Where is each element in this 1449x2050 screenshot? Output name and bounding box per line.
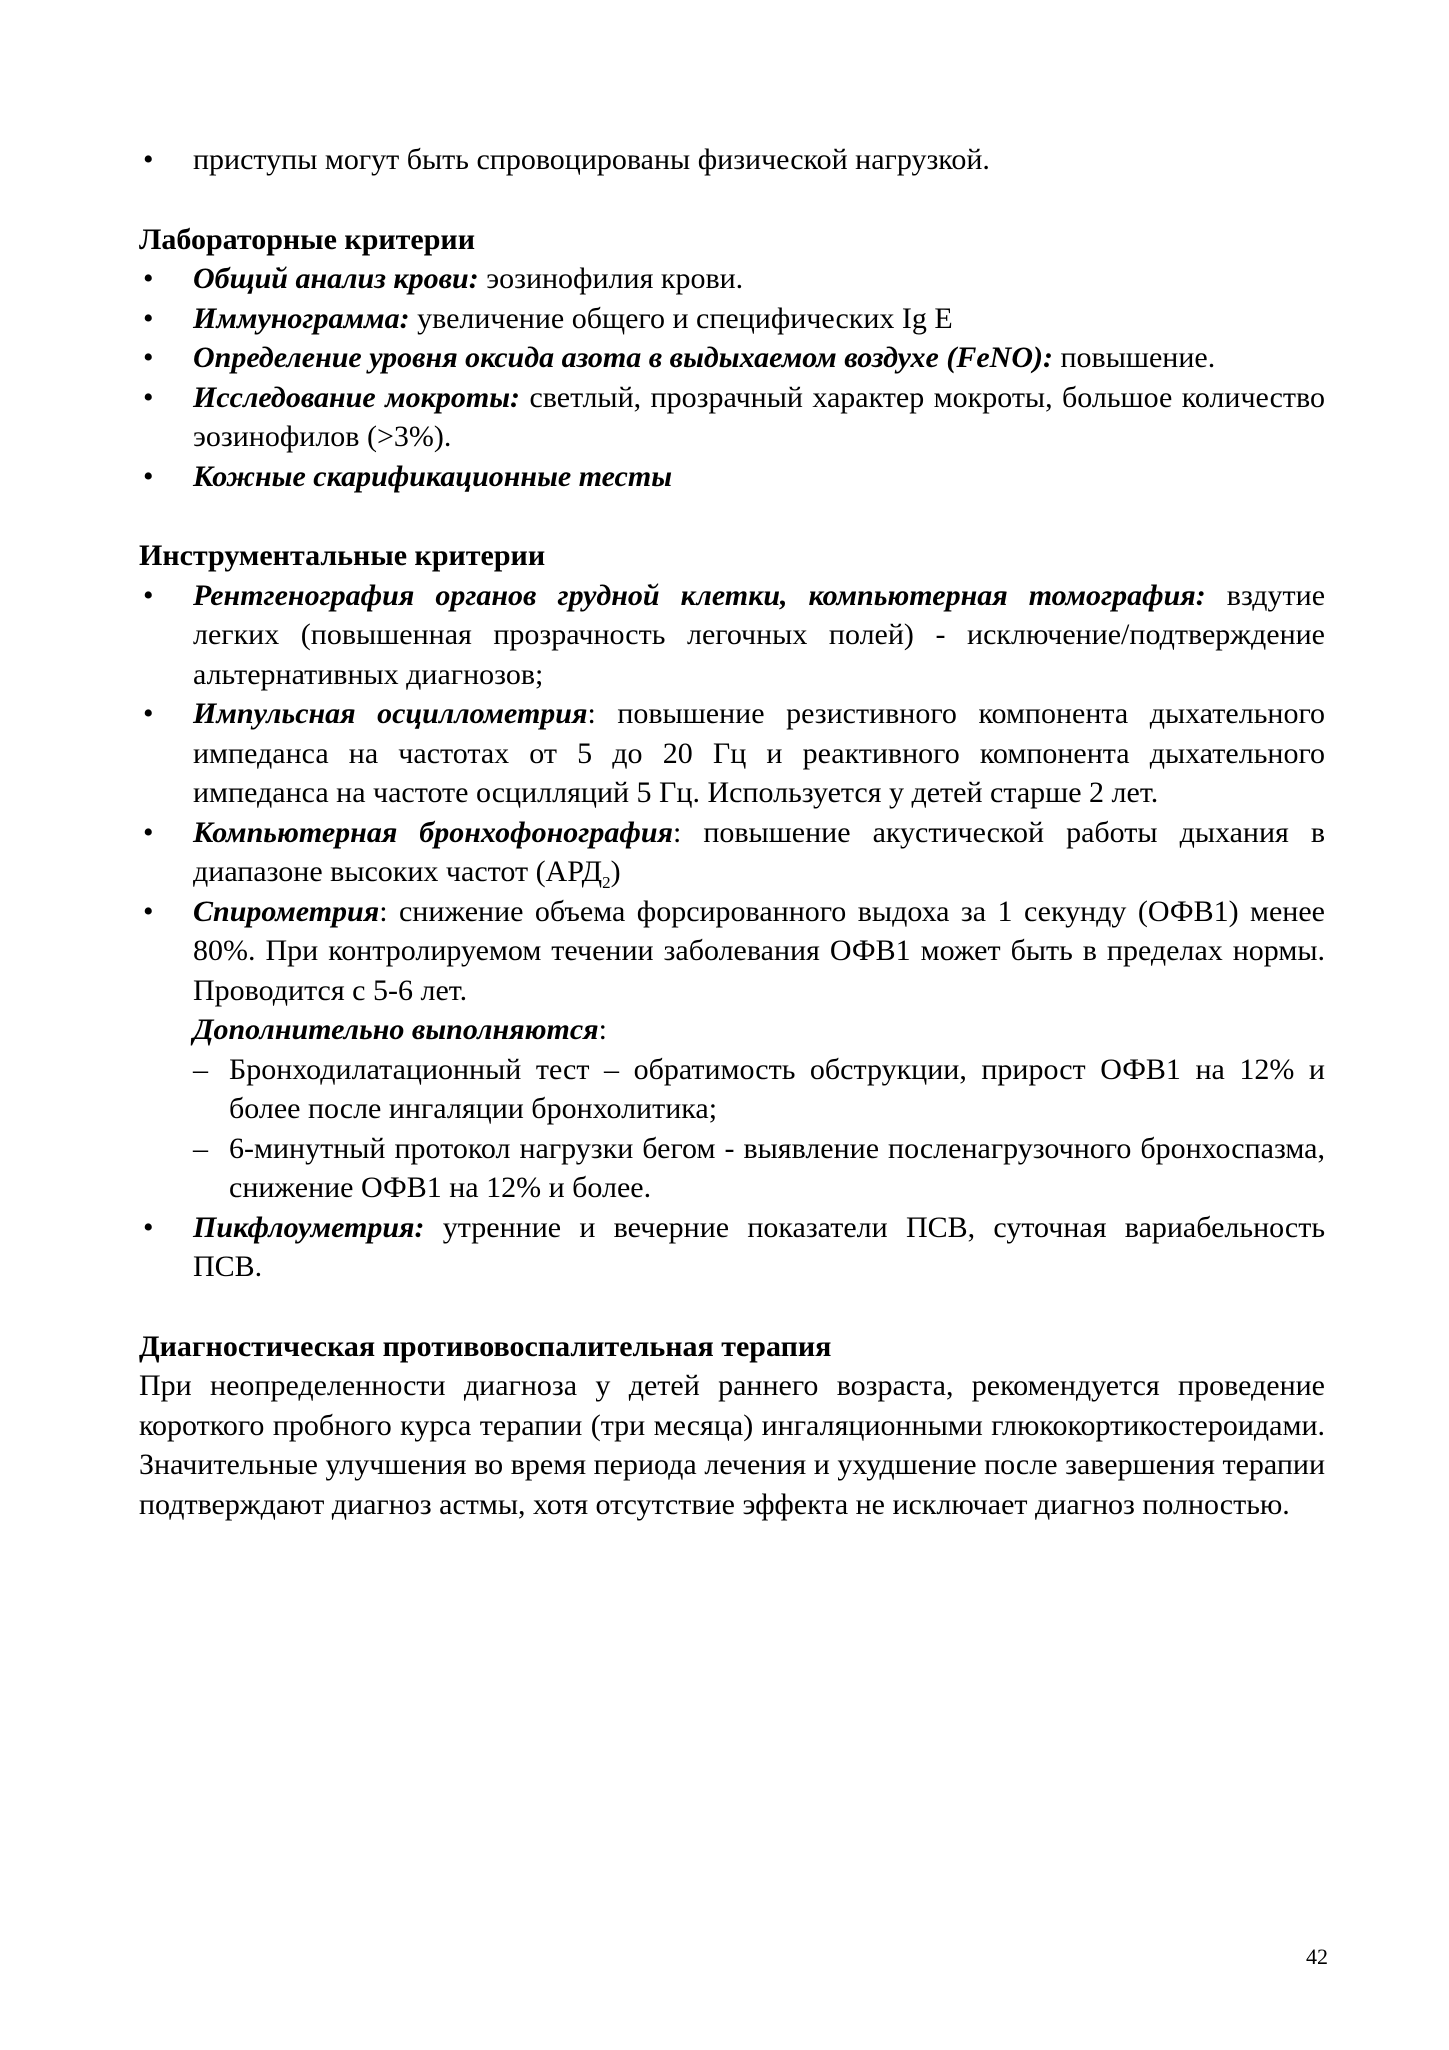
criterion-text-end: ) <box>610 855 621 888</box>
criterion-term: Определение уровня оксида азота в выдыхаемом воздухе (FeNO): <box>193 341 1053 374</box>
bullet-marker: • <box>143 894 154 928</box>
criterion-term: Компьютерная бронхофонография <box>193 815 673 849</box>
criterion-term: Кожные скарификационные тесты <box>193 459 673 493</box>
bullet-marker: • <box>143 380 154 414</box>
criterion-term: Спирометрия <box>193 894 380 928</box>
sub-item-text: 6-минутный протокол нагрузки бегом - выявление посленагрузочного бронхоспазма, снижение ОФВ1 на 12% и более. <box>229 1131 1325 1204</box>
bullet-marker: • <box>143 1210 154 1244</box>
section-heading-therapy: Диагностическая противовоспалительная терапия <box>139 1329 832 1363</box>
bullet-marker: • <box>143 815 154 849</box>
bullet-text: приступы могут быть спровоцированы физической нагрузкой. <box>193 143 990 176</box>
page-number: 42 <box>1306 1944 1328 1969</box>
section-heading-instrumental: Инструментальные критерии <box>139 539 546 572</box>
criterion-term: Импульсная осциллометрия <box>193 697 588 730</box>
additional-tests-colon: : <box>598 1013 607 1046</box>
criterion-term: Общий анализ крови: <box>193 262 479 295</box>
therapy-paragraph: При неопределенности диагноза у детей раннего возраста, рекомендуется проведение короткого пробного курса терапии (три месяца) ингаляционными глюкокортикостероидами. Значительные улучшения во время периода лечения и ухудшение после завершения терапии подтверждают диагноз астмы, хотя отсутствие эффекта не исключает диагноз полностью. <box>139 1369 1325 1521</box>
bullet-marker: • <box>143 341 154 374</box>
list-item <box>139 813 1325 892</box>
additional-tests-heading <box>139 1010 1325 1050</box>
list-item <box>139 457 1325 497</box>
additional-tests-label: Дополнительно выполняются <box>193 1013 599 1046</box>
criterion-term: Иммунограмма: <box>193 301 410 335</box>
list-item <box>139 140 1325 180</box>
subscript: 2 <box>602 873 611 892</box>
list-item <box>139 299 1325 339</box>
section-heading-lab: Лабораторные критерии <box>139 222 475 256</box>
list-item <box>139 892 1325 1011</box>
criterion-term: Пикфлоуметрия: <box>193 1210 425 1244</box>
dash-marker: – <box>193 1052 208 1086</box>
criterion-text: : повышение резистивного компонента дыхательного импеданса на частотах от 5 до 20 Гц и реактивного компонента дыхательного импеданса на частоте осцилляций 5 Гц. Используется у детей старше 2 лет. <box>193 697 1325 809</box>
sub-list-item <box>139 1050 1325 1129</box>
bullet-marker: • <box>143 301 154 335</box>
lab-criteria-list <box>139 259 1325 496</box>
instrumental-criteria-list <box>139 576 1325 1287</box>
bullet-marker: • <box>143 578 154 612</box>
list-item <box>139 1208 1325 1287</box>
sub-list-item <box>139 1129 1325 1208</box>
sub-item-text: Бронходилатационный тест – обратимость обструкции, прирост ОФВ1 на 12% и более после ингаляции бронхолитика; <box>229 1052 1325 1125</box>
criterion-term: Исследование мокроты: <box>193 380 521 414</box>
criterion-text: : снижение объема форсированного выдоха за 1 секунду (ОФВ1) менее 80%. При контролируемом течении заболевания ОФВ1 может быть в пределах нормы. Проводится с 5-6 лет. <box>193 894 1325 1007</box>
bullet-marker: • <box>143 459 154 493</box>
criterion-text: эозинофилия крови. <box>478 262 744 295</box>
criterion-text: утренние и вечерние показатели ПСВ, суточная вариабельность ПСВ. <box>193 1210 1325 1283</box>
criterion-text: вздутие легких (повышенная прозрачность легочных полей) - исключение/подтверждение альтернативных диагнозов; <box>193 578 1326 691</box>
criterion-text: повышение. <box>1052 341 1216 374</box>
bullet-marker: • <box>143 262 154 295</box>
criterion-text: : повышение акустической работы дыхания в диапазоне высоких частот (АРД <box>193 815 1325 888</box>
list-item <box>139 378 1325 457</box>
list-item <box>139 576 1325 695</box>
page-content <box>139 140 1325 1524</box>
criterion-text: увеличение общего и специфических Ig E <box>409 301 953 335</box>
bullet-marker: • <box>143 143 154 176</box>
list-item <box>139 694 1325 813</box>
bullet-marker: • <box>143 697 154 730</box>
criterion-text: светлый, прозрачный характер мокроты, большое количество эозинофилов (>3%). <box>193 380 1325 453</box>
dash-marker: – <box>193 1131 208 1165</box>
list-item <box>139 338 1325 378</box>
list-item <box>139 259 1325 299</box>
criterion-term: Рентгенография органов грудной клетки, компьютерная томография: <box>193 578 1206 612</box>
